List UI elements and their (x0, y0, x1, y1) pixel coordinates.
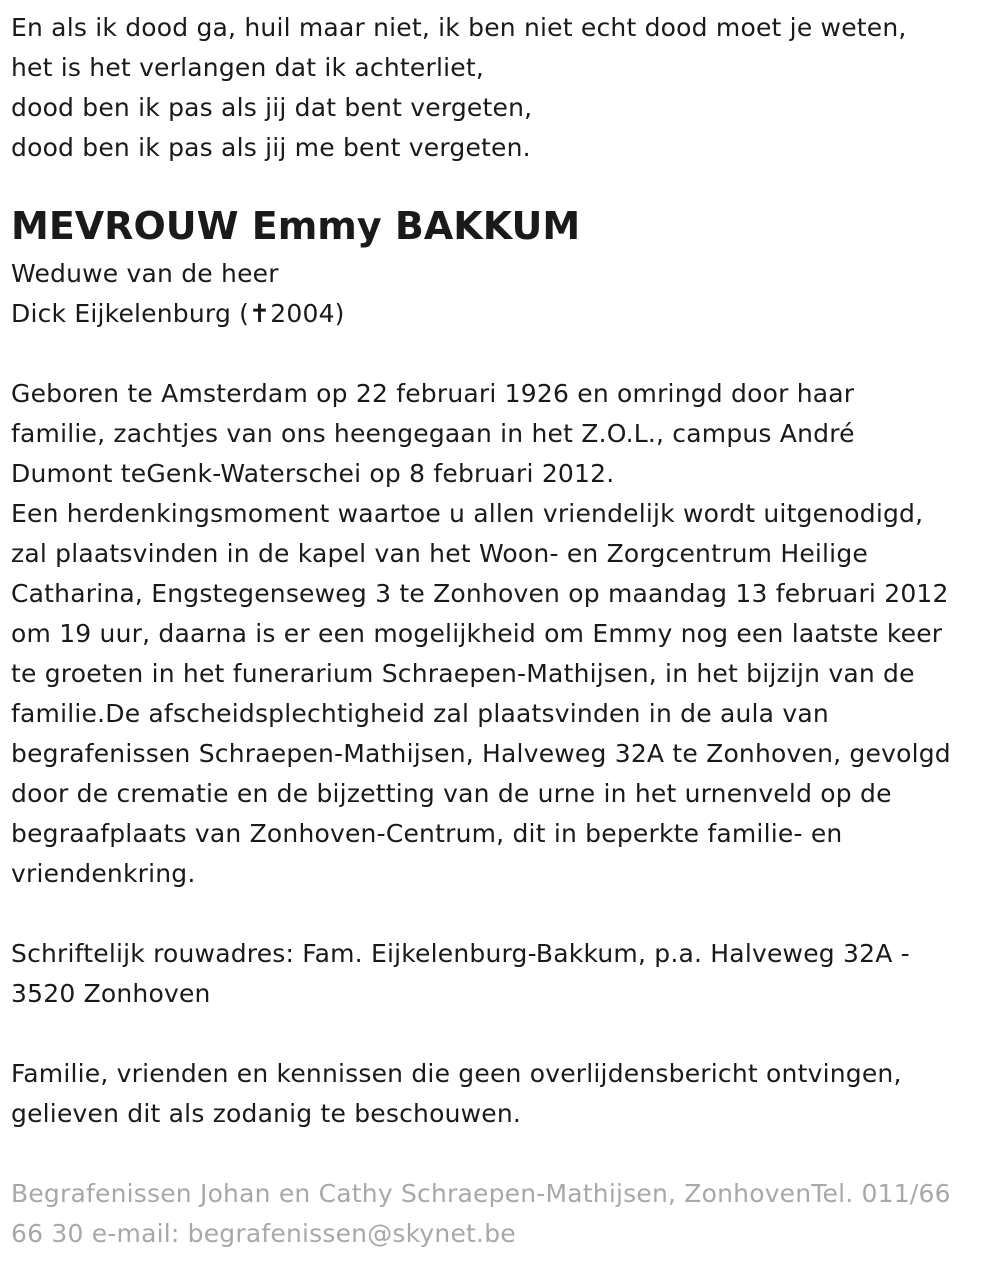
mourning-address (11, 934, 990, 1014)
announcement-line: Catharina, Engstegenseweg 3 te Zonhoven op maandag 13 februari 2012 (11, 579, 949, 608)
announcement-line: begraafplaats van Zonhoven-Centrum, dit in beperkte familie- en (11, 819, 843, 848)
notice-line: Familie, vrienden en kennissen die geen overlijdensbericht ontvingen, (11, 1059, 902, 1088)
announcement-line: Een herdenkingsmoment waartoe u allen vriendelijk wordt uitgenodigd, (11, 499, 924, 528)
footer-line: 66 30 e-mail: begrafenissen@skynet.be (11, 1219, 516, 1248)
relation-line: Dick Eijkelenburg (✝2004) (11, 299, 345, 328)
announcement (11, 374, 990, 894)
announcement-line: zal plaatsvinden in de kapel van het Woon- en Zorgcentrum Heilige (11, 539, 868, 568)
address-line: 3520 Zonhoven (11, 979, 211, 1008)
announcement-line: te groeten in het funerarium Schraepen-Mathijsen, in het bijzijn van de (11, 659, 915, 688)
funeral-home-footer (11, 1174, 990, 1254)
address-line: Schriftelijk rouwadres: Fam. Eijkelenburg-Bakkum, p.a. Halveweg 32A - (11, 939, 910, 968)
poem-line: het is het verlangen dat ik achterliet, (11, 53, 484, 82)
announcement-line: Dumont teGenk-Waterschei op 8 februari 2012. (11, 459, 615, 488)
relation-line: Weduwe van de heer (11, 259, 279, 288)
announcement-line: familie.De afscheidsplechtigheid zal plaatsvinden in de aula van (11, 699, 829, 728)
poem-line: En als ik dood ga, huil maar niet, ik ben niet echt dood moet je weten, (11, 13, 907, 42)
poem (11, 8, 990, 168)
announcement-line: Geboren te Amsterdam op 22 februari 1926 en omringd door haar (11, 379, 855, 408)
announcement-line: begrafenissen Schraepen-Mathijsen, Halveweg 32A te Zonhoven, gevolgd (11, 739, 951, 768)
poem-line: dood ben ik pas als jij dat bent vergeten, (11, 93, 533, 122)
deceased-name: MEVROUW Emmy BAKKUM (11, 204, 581, 248)
notice-line: gelieven dit als zodanig te beschouwen. (11, 1099, 522, 1128)
announcement-line: vriendenkring. (11, 859, 196, 888)
footer-line: Begrafenissen Johan en Cathy Schraepen-Mathijsen, ZonhovenTel. 011/66 (11, 1179, 951, 1208)
relation (11, 254, 990, 334)
poem-line: dood ben ik pas als jij me bent vergeten. (11, 133, 531, 162)
notice (11, 1054, 990, 1134)
announcement-line: om 19 uur, daarna is er een mogelijkheid om Emmy nog een laatste keer (11, 619, 943, 648)
announcement-line: door de crematie en de bijzetting van de urne in het urnenveld op de (11, 779, 892, 808)
announcement-line: familie, zachtjes van ons heengegaan in het Z.O.L., campus André (11, 419, 855, 448)
